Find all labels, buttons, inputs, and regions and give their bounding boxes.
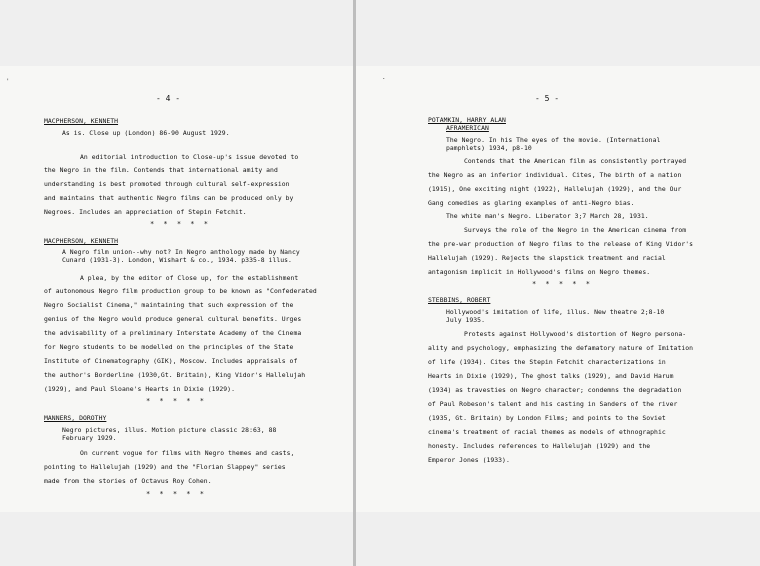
annotation-line: of Paul Robeson's talent and his casting in Sanders of the river (428, 400, 678, 408)
page-number: - 5 - (535, 94, 560, 103)
annotation-line: understanding is best promoted through cultural self-expression (44, 180, 290, 188)
annotation-line: (1929), and Paul Sloane's Hearts in Dixie (1929). (44, 385, 235, 393)
citation: July 1935. (446, 316, 485, 324)
citation: A Negro film union--why not? In Negro anthology made by Nancy (62, 248, 300, 256)
annotation-line: genius of the Negro would produce general cultural benefits. Urges (44, 315, 302, 323)
annotation-line: of life (1934). Cites the Stepin Fetchit characterizations in (428, 358, 666, 366)
annotation-line: Hearts in Dixie (1929), The ghost talks (1929), and David Harum (428, 372, 674, 380)
annotation-line: and maintains that authentic Negro films can be produced only by (44, 194, 294, 202)
annotation-line: Gang comedies as glaring examples of anti-Negro bias. (428, 199, 635, 207)
annotation-line: Institute of Cinematography (GIK), Moscow. Includes appraisals of (44, 357, 298, 365)
annotation-line: Hallelujah (1929). Rejects the slapstick treatment and racial (428, 254, 666, 262)
entry-heading: MACPHERSON, KENNETH (44, 237, 119, 245)
annotation-line: pointing to Hallelujah (1929) and the "Florian Slappey" series (44, 463, 286, 471)
entry-separator: * * * * * (532, 280, 593, 288)
citation: As is. Close up (London) 86-90 August 1929. (62, 129, 230, 137)
annotation-line: cinema's treatment of racial themes as models of ethnographic (428, 428, 666, 436)
entry-heading: MANNERS, DOROTHY (44, 414, 107, 422)
page-number: - 4 - (156, 94, 181, 103)
annotation-line: the author's Borderline (1930,Gt. Britain), King Vidor's Hallelujah (44, 371, 306, 379)
entry-subheading: AFRAMERICAN (446, 124, 489, 132)
entry-heading: MACPHERSON, KENNETH (44, 117, 119, 125)
annotation-line: Emperor Jones (1933). (428, 456, 510, 464)
annotation-line: ality and psychology, emphasizing the defamatory nature of Imitation (428, 344, 694, 352)
citation: Hollywood's imitation of life, illus. New theatre 2;8-10 (446, 308, 665, 316)
annotation-line: (1934) as travesties on Negro character; condemns the degradation (428, 386, 682, 394)
annotation-line: Negro Socialist Cinema," maintaining that such expression of the (44, 301, 294, 309)
annotation-line: Protests against Hollywood's distortion of Negro persona- (464, 330, 687, 338)
annotation-line: the Negro as an inferior individual. Cites, The birth of a nation (428, 171, 682, 179)
citation: February 1929. (62, 434, 117, 442)
annotation-line: Contends that the American film as consistently portrayed (464, 157, 687, 165)
entry-heading: POTAMKIN, HARRY ALAN (428, 116, 506, 124)
scan-speck: ' (6, 78, 10, 85)
annotation-line: An editorial introduction to Close-up's issue devoted to (80, 153, 299, 161)
top-margin-band (0, 0, 760, 66)
annotation-line: Negroes. Includes an appreciation of Stepin Fetchit. (44, 208, 247, 216)
annotation-line: (1915), One exciting night (1922), Hallelujah (1929), and the Our (428, 185, 682, 193)
annotation-line: for Negro students to be modelled on the principles of the State (44, 343, 294, 351)
citation: Cunard (1931-3). London, Wishart & co., 1934. p335-8 illus. (62, 256, 292, 264)
entry-separator: * * * * * (150, 220, 211, 228)
citation: The white man's Negro. Liberator 3;7 March 28, 1931. (446, 212, 649, 220)
annotation-line: the pre-war production of Negro films to the release of King Vidor's (428, 240, 694, 248)
bottom-margin-band (0, 512, 760, 566)
entry-separator: * * * * * (146, 397, 207, 405)
annotation-line: the Negro in the film. Contends that international amity and (44, 166, 278, 174)
scan-speck: . (382, 74, 386, 81)
citation: pamphlets) 1934, p8-10 (446, 144, 532, 152)
annotation-line: the advisability of a preliminary Interstate Academy of the Cinema (44, 329, 302, 337)
entry-separator: * * * * * (146, 490, 207, 498)
annotation-line: made from the stories of Octavus Roy Cohen. (44, 477, 212, 485)
entry-heading: STEBBINS, ROBERT (428, 296, 491, 304)
annotation-line: A plea, by the editor of Close up, for the establishment (80, 274, 299, 282)
citation: The Negro. In his The eyes of the movie. (International (446, 136, 661, 144)
annotation-line: (1935, Gt. Britain) by London Films; and points to the Soviet (428, 414, 666, 422)
annotation-line: On current vogue for films with Negro themes and casts, (80, 449, 295, 457)
annotation-line: Surveys the role of the Negro in the American cinema from (464, 226, 687, 234)
annotation-line: of autonomous Negro film production group to be known as "Confederated (44, 287, 317, 295)
annotation-line: honesty. Includes references to Hallelujah (1929) and the (428, 442, 651, 450)
annotation-line: antagonism implicit in Hollywood's films on Negro themes. (428, 268, 651, 276)
citation: Negro pictures, illus. Motion picture classic 28:63, 88 (62, 426, 277, 434)
page-gutter (353, 0, 356, 566)
